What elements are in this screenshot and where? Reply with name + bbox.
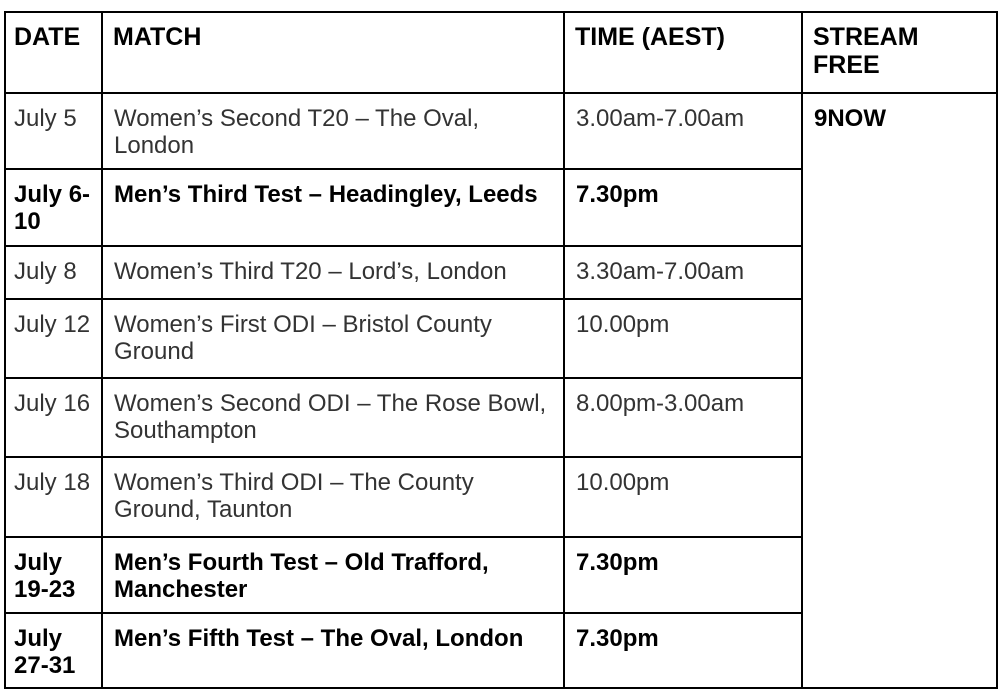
row-match: Women’s Third T20 – Lord’s, London <box>102 246 564 299</box>
row-time: 3.30am-7.00am <box>564 246 802 299</box>
row-time: 10.00pm <box>564 457 802 537</box>
row-date: July 16 <box>5 378 102 457</box>
row-match: Women’s Second T20 – The Oval, London <box>102 93 564 169</box>
row-date: July 8 <box>5 246 102 299</box>
row-time: 7.30pm <box>564 537 802 613</box>
row-match: Women’s Third ODI – The County Ground, Taunton <box>102 457 564 537</box>
row-match: Men’s Third Test – Headingley, Leeds <box>102 169 564 246</box>
table-row <box>5 93 997 169</box>
row-time: 7.30pm <box>564 613 802 688</box>
row-match: Women’s First ODI – Bristol County Ground <box>102 299 564 378</box>
header-date: DATE <box>5 12 102 93</box>
header-match: MATCH <box>102 12 564 93</box>
row-date: July 19-23 <box>5 537 102 613</box>
row-date: July 5 <box>5 93 102 169</box>
row-date: July 27-31 <box>5 613 102 688</box>
header-row <box>5 12 997 93</box>
row-date: July 18 <box>5 457 102 537</box>
row-time: 8.00pm-3.00am <box>564 378 802 457</box>
schedule-table <box>4 11 998 689</box>
stream-free-cell: 9NOW <box>802 93 997 688</box>
row-time: 3.00am-7.00am <box>564 93 802 169</box>
header-stream: STREAM FREE <box>802 12 997 93</box>
row-match: Women’s Second ODI – The Rose Bowl, Southampton <box>102 378 564 457</box>
row-date: July 6-10 <box>5 169 102 246</box>
row-match: Men’s Fifth Test – The Oval, London <box>102 613 564 688</box>
row-time: 10.00pm <box>564 299 802 378</box>
row-time: 7.30pm <box>564 169 802 246</box>
row-match: Men’s Fourth Test – Old Trafford, Manchester <box>102 537 564 613</box>
header-time: TIME (AEST) <box>564 12 802 93</box>
row-date: July 12 <box>5 299 102 378</box>
